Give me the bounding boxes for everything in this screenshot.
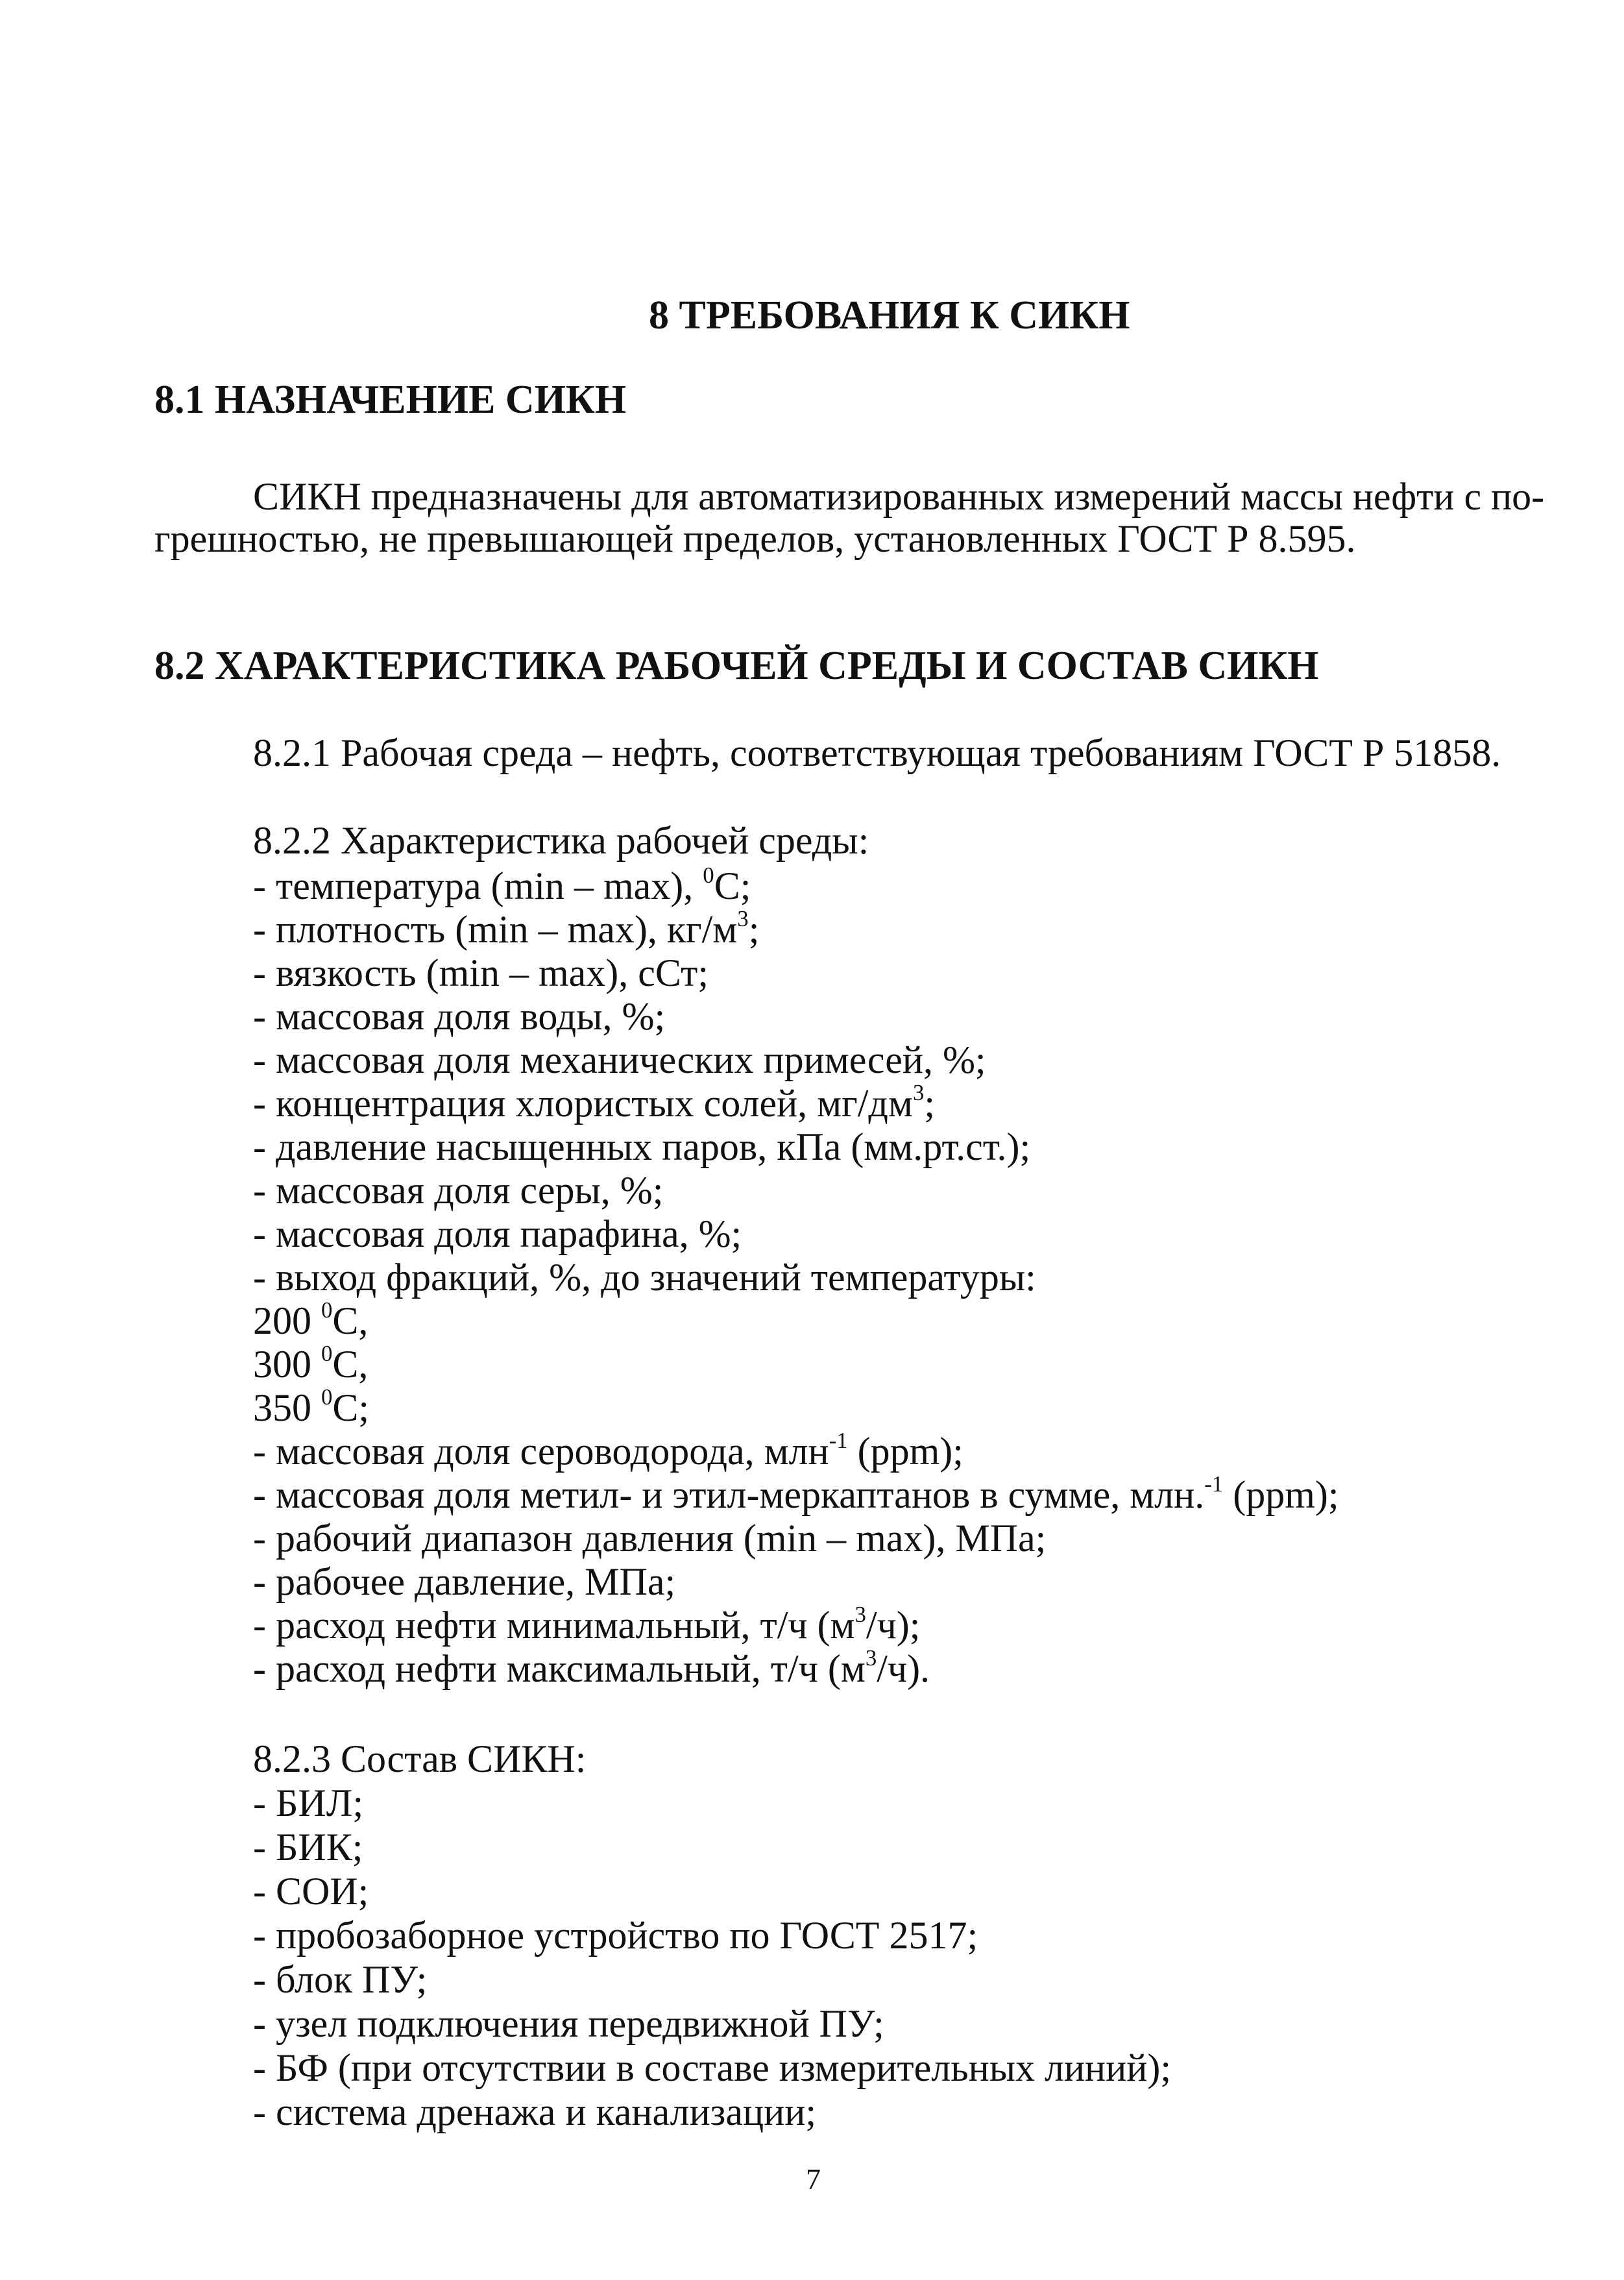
composition-item-sampler: - пробозаборное устройство по ГОСТ 2517; (253, 1914, 978, 1957)
temperature-200: 200 $^0$С, (253, 1297, 369, 1342)
section-8-2-heading: 8.2 ХАРАКТЕРИСТИКА РАБОЧЕЙ СРЕДЫ И СОСТАВ СИКН (154, 644, 1319, 688)
list-item-density: - плотность (min – max), $кг/м^3$; (253, 905, 760, 951)
list-item-temperature: - температура (min – max), $^0$С; (253, 862, 751, 907)
composition-item-drainage: - система дренажа и канализации; (253, 2090, 817, 2133)
list-item-fraction-yield: - выход фракций, %, до значений температуры: (253, 1256, 1036, 1299)
temperature-300: 300 $^0$С, (253, 1340, 369, 1386)
list-item-flow-min: - расход нефти минимальный, т/ч $(м^3/ч)$; (253, 1601, 921, 1647)
composition-item-bik: - БИК; (253, 1826, 363, 1869)
list-item-flow-max: - расход нефти максимальный, т/ч $(м^3/ч)$. (253, 1645, 930, 1690)
section-8-1-heading: 8.1 НАЗНАЧЕНИЕ СИКН (154, 378, 627, 422)
composition-item-pu-block: - блок ПУ; (253, 1958, 428, 2001)
section-8-1-paragraph-line-2: грешностью, не превышающей пределов, установленных ГОСТ Р 8.595. (154, 517, 1356, 560)
list-item-viscosity: - вязкость (min – max), сСт; (253, 951, 709, 994)
page-number: 7 (806, 2163, 821, 2196)
list-item-paraffin: - массовая доля парафина, %; (253, 1212, 742, 1255)
section-8-1-paragraph-line-1: СИКН предназначены для автоматизированных измерений массы нефти с по- (253, 475, 1545, 518)
list-item-chloride-salts: - концентрация хлористых солей, $мг/дм^3$; (253, 1079, 936, 1125)
chapter-title: 8 ТРЕБОВАНИЯ К СИКН (649, 293, 1130, 337)
list-item-hydrogen-sulfide: - массовая доля сероводорода, млн$^{-1}$ (ppm); (253, 1427, 963, 1473)
list-item-mercaptans: - массовая доля метил- и этил-меркаптанов в сумме, млн.$^{-1}$ (ppm); (253, 1471, 1339, 1516)
para-8-2-1: 8.2.1 Рабочая среда – нефть, соответствующая требованиям ГОСТ Р 51858. (253, 731, 1501, 774)
para-8-2-3-intro: 8.2.3 Состав СИКН: (253, 1737, 587, 1780)
composition-item-bil: - БИЛ; (253, 1782, 364, 1824)
list-item-sulfur: - массовая доля серы, %; (253, 1169, 664, 1212)
list-item-water: - массовая доля воды, %; (253, 995, 666, 1038)
list-item-vapor-pressure: - давление насыщенных паров, кПа (мм.рт.ст.); (253, 1125, 1031, 1168)
list-item-working-pressure: - рабочее давление, МПа; (253, 1560, 676, 1603)
list-item-pressure-range: - рабочий диапазон давления (min – max), МПа; (253, 1517, 1047, 1560)
list-item-mechanical-impurities: - массовая доля механических примесей, %; (253, 1038, 986, 1081)
para-8-2-2-intro: 8.2.2 Характеристика рабочей среды: (253, 819, 869, 862)
temperature-350: 350 $^0$С; (253, 1384, 370, 1429)
composition-item-soi: - СОИ; (253, 1870, 369, 1913)
composition-item-mobile-pu-connection: - узел подключения передвижной ПУ; (253, 2002, 884, 2045)
composition-item-filter-block: - БФ (при отсутствии в составе измерительных линий); (253, 2046, 1172, 2089)
